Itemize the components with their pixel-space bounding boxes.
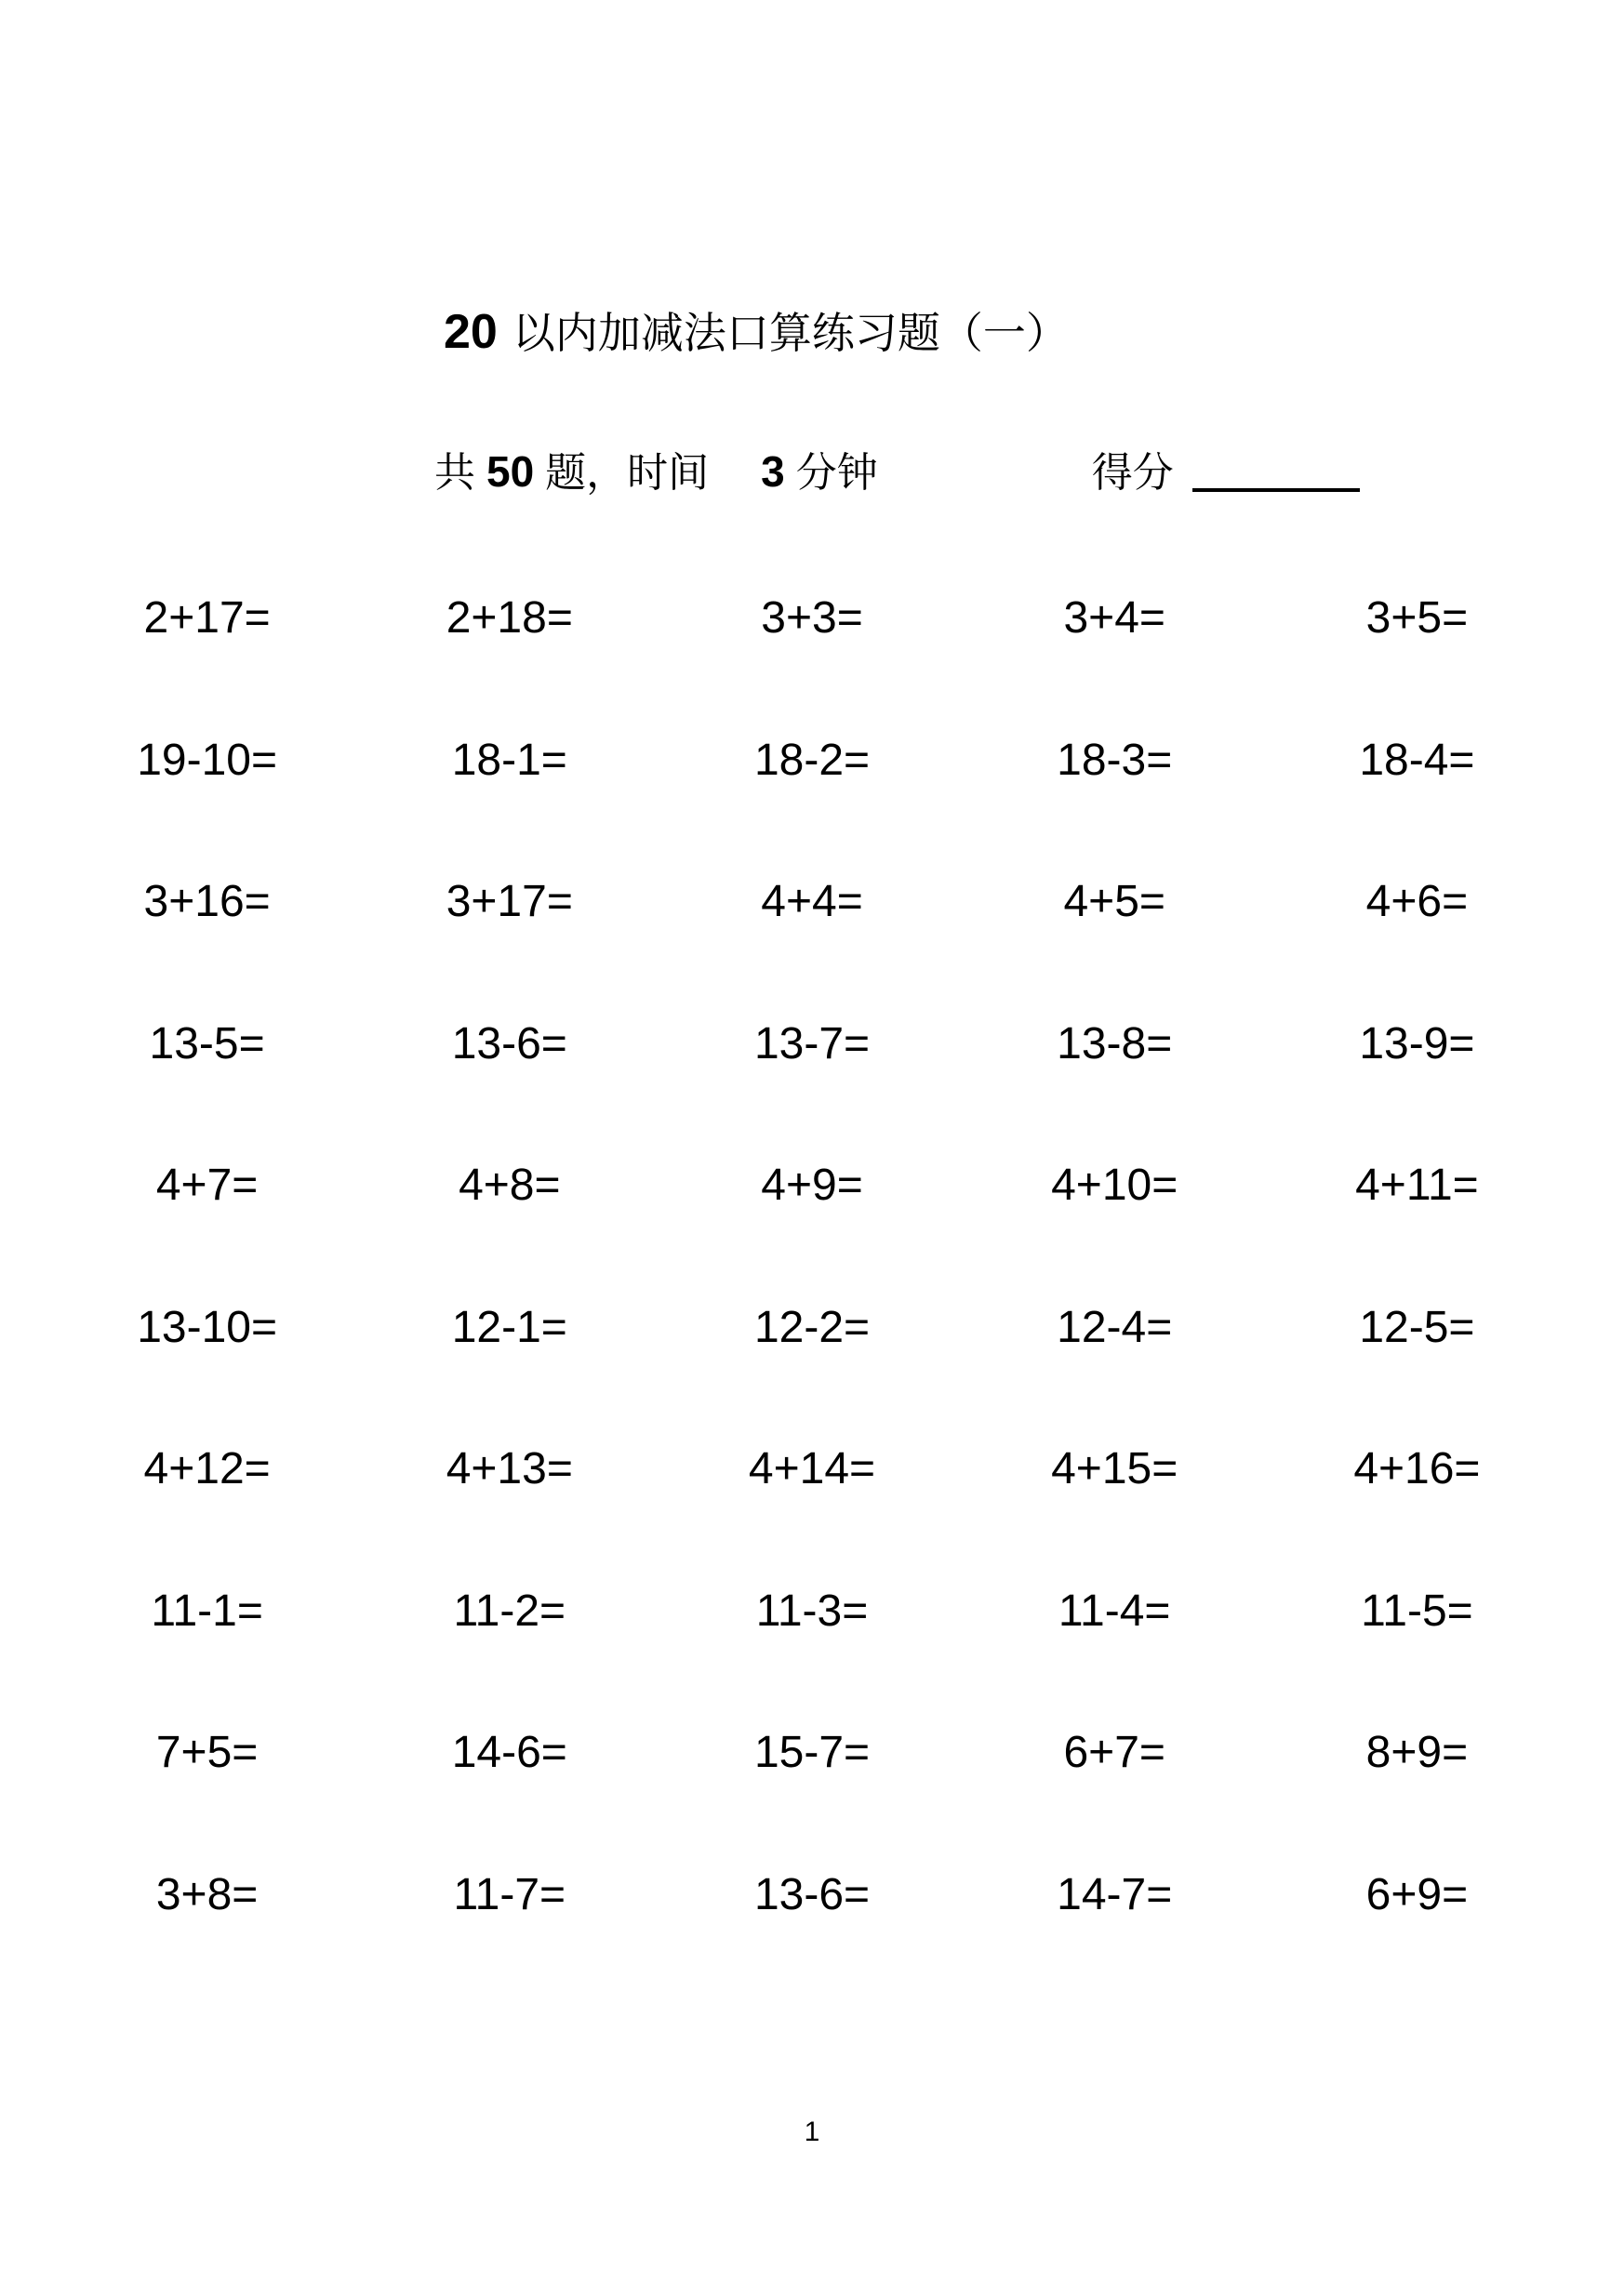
problem-cell: 4+11=	[1355, 1161, 1479, 1210]
problem-cell: 4+15=	[1051, 1444, 1178, 1493]
problem-cell: 3+8=	[155, 1869, 259, 1919]
problem-cell: 3+4=	[1063, 593, 1165, 643]
problem-cell: 4+4=	[761, 877, 863, 926]
problem-cell: 11-1=	[151, 1586, 263, 1636]
problem-cell: 3+16=	[143, 877, 271, 926]
problem-cell: 4+13=	[446, 1444, 573, 1493]
problem-cell: 2+18=	[446, 593, 573, 643]
problem-cell: 12-1=	[451, 1302, 567, 1352]
problem-cell: 4+7=	[155, 1161, 259, 1210]
problem-cell: 4+14=	[748, 1444, 876, 1493]
problem-cell: 11-3=	[755, 1586, 869, 1636]
problem-cell: 6+9=	[1365, 1869, 1469, 1919]
info-total-label: 题，时间	[545, 450, 710, 496]
info-time-value: 3	[761, 447, 785, 496]
problem-cell: 15-7=	[753, 1728, 871, 1777]
problem-cell: 12-4=	[1057, 1302, 1173, 1352]
problem-cell: 11-4=	[1058, 1586, 1171, 1636]
problem-cell: 14-6=	[451, 1728, 567, 1777]
page-title	[444, 305, 1069, 359]
problem-cell: 14-7=	[1057, 1869, 1173, 1919]
title-number: 20	[444, 305, 498, 359]
problem-cell: 19-10=	[137, 735, 277, 785]
problem-cell: 13-7=	[753, 1018, 871, 1068]
problem-cell: 2+17=	[143, 593, 271, 643]
problem-cell: 13-6=	[753, 1869, 871, 1919]
problem-cell: 18-2=	[753, 735, 871, 785]
problem-cell: 13-10=	[137, 1302, 277, 1352]
problem-cell: 8+9=	[1365, 1728, 1469, 1777]
page-number: 1	[804, 2117, 820, 2147]
problem-cell: 13-9=	[1359, 1018, 1475, 1068]
problem-cell: 3+17=	[446, 877, 573, 926]
worksheet-info-line	[434, 447, 1360, 496]
problem-cell: 6+7=	[1063, 1728, 1165, 1777]
problem-cell: 13-8=	[1057, 1018, 1173, 1068]
problem-cell: 11-7=	[453, 1869, 566, 1919]
problem-cell: 18-3=	[1057, 735, 1173, 785]
problem-cell: 18-1=	[451, 735, 567, 785]
problem-cell: 4+8=	[459, 1161, 561, 1210]
problem-cell: 4+16=	[1353, 1444, 1481, 1493]
problem-cell: 4+10=	[1051, 1161, 1178, 1210]
problem-cell: 18-4=	[1359, 735, 1475, 785]
title-text: 以内加减法口算练习题（一）	[512, 310, 1069, 357]
problem-cell: 3+3=	[761, 593, 863, 643]
problem-cell: 13-6=	[451, 1018, 567, 1068]
problem-cell: 12-2=	[753, 1302, 871, 1352]
problem-cell: 11-5=	[1361, 1586, 1473, 1636]
problem-cell: 4+5=	[1063, 877, 1165, 926]
info-time-unit: 分钟	[795, 450, 878, 496]
problem-cell: 7+5=	[155, 1728, 259, 1777]
problem-cell: 12-5=	[1359, 1302, 1475, 1352]
problem-cell: 3+5=	[1365, 593, 1469, 643]
problem-cell: 13-5=	[149, 1018, 265, 1068]
problems-grid	[56, 569, 1568, 1987]
info-total-prefix: 共	[434, 450, 475, 496]
score-blank-line	[1192, 488, 1360, 492]
score-label: 得分	[1091, 450, 1174, 496]
problem-cell: 11-2=	[453, 1586, 566, 1636]
problem-cell: 4+12=	[143, 1444, 271, 1493]
info-total-count: 50	[486, 447, 535, 496]
problem-cell: 4+9=	[761, 1161, 863, 1210]
problem-cell: 4+6=	[1365, 877, 1469, 926]
